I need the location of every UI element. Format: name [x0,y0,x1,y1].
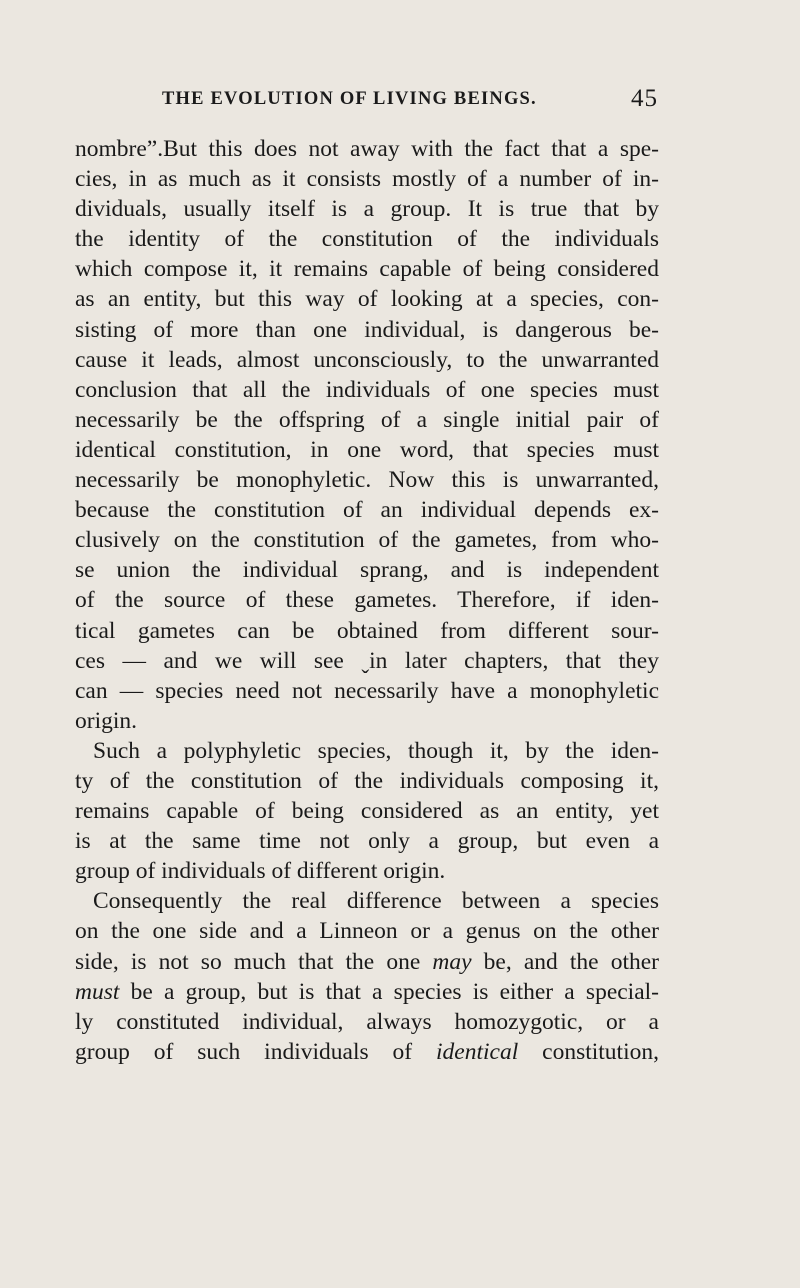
text-line: the identity of the constitution of the individuals [75,226,659,253]
text-line: can — species need not necessarily have a monophyletic [75,677,659,704]
italic-word: identical [436,1038,519,1065]
running-head [162,87,658,117]
text-line [75,977,659,1007]
text-line: necessarily be the offspring of a single initial pair of [75,406,659,433]
text-line: Consequently the real difference between a species [93,888,659,915]
text-line: dividuals, usually itself is a group. It is true that by [75,196,659,223]
italic-word: must [75,978,120,1005]
text-line: identical constitution, in one word, that species must [75,436,659,463]
text-line: clusively on the constitution of the gametes, from who- [75,527,659,554]
text-line: of the source of these gametes. Therefore, if iden- [75,587,659,614]
text-line: sisting of more than one individual, is dangerous be- [75,316,659,343]
text-run: be a group, but is that a species is either a special- [119,978,659,1005]
text-line: origin. [75,707,138,734]
text-line: cies, in as much as it consists mostly of a number of in- [75,166,659,193]
text-run: be, and the other [471,948,659,975]
text-line: because the constitution of an individual depends ex- [75,497,659,524]
page-number: 45 [631,85,658,112]
text-run: side, is not so much that the one [75,948,433,975]
text-line: Such a polyphyletic species, though it, by the iden- [93,737,659,764]
text-line: nombre”.But this does not away with the fact that a spe- [75,136,659,162]
text-run: constitution, [518,1038,659,1065]
running-title: THE EVOLUTION OF LIVING BEINGS. [162,89,537,109]
text-line: remains capable of being considered as an entity, yet [75,798,659,825]
body-text [75,134,659,1067]
text-line: se union the individual sprang, and is independent [75,557,659,584]
text-line [75,1037,659,1067]
text-line: necessarily be monophyletic. Now this is unwarranted, [75,467,659,494]
text-line: conclusion that all the individuals of one species must [75,376,659,403]
text-line: ly constituted individual, always homozygotic, or a [75,1008,659,1035]
text-line: ty of the constitution of the individuals composing it, [75,767,659,794]
text-line: is at the same time not only a group, but even a [75,828,659,855]
italic-word: may [432,948,472,975]
text-line: as an entity, but this way of looking at a species, con- [75,286,659,313]
text-line: which compose it, it remains capable of being considered [75,256,659,283]
text-line: cause it leads, almost unconsciously, to the unwarranted [75,346,659,373]
text-line: on the one side and a Linneon or a genus on the other [75,918,659,945]
text-line: group of individuals of different origin. [75,858,446,885]
text-line: tical gametes can be obtained from different sour- [75,617,659,644]
text-run: group of such individuals of [75,1038,436,1065]
text-line [75,947,659,977]
text-line: ces — and we will see ˬin later chapters, that they [75,647,659,674]
